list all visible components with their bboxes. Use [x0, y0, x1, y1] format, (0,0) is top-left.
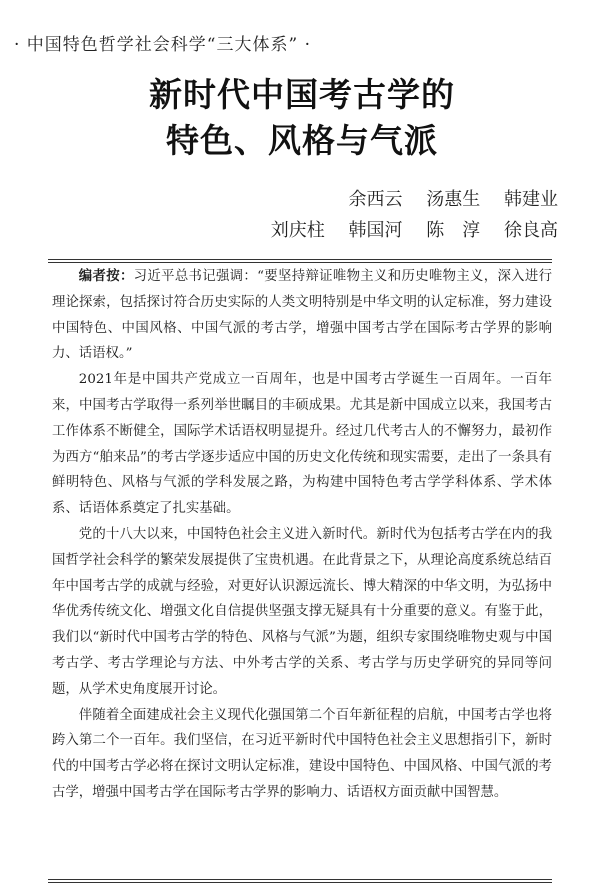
author-name: 韩建业 — [504, 189, 558, 210]
author-name: 陈 淳 — [426, 220, 481, 241]
editor-note-paragraph: 2021年是中国共产党成立一百周年，也是中国考古学诞生一百周年。一百年来，中国考古学取得一系列举世瞩目的丰硕成果。尤其是新中国成立以来，我国考古工作体系不断健全，国际学术话语权明显提升。经过几代考古人的不懈努力，最初作为西方“舶来品”的考古学逐步适应中国的历史文化传统和现实需要，走出了一条具有鲜明特色、风格与气派的学科发展之路，为构建中国特色考古学学科体系、学术体系、话语体系奠定了扎实基础。 — [52, 372, 552, 517]
editor-note — [52, 264, 552, 806]
author-name: 余西云 — [348, 189, 403, 210]
editor-note-paragraph: 党的十八大以来，中国特色社会主义进入新时代。新时代为包括考古学在内的我国哲学社会科学的繁荣发展提供了宝贵机遇。在此背景之下，从理论高度系统总结百年中国考古学的成就与经验，对更好认识源远流长、博大精深的中华文明，为弘扬中华优秀传统文化、增强文化自信提供坚强支撑无疑具有十分重要的意义。有鉴于此，我们以“新时代中国考古学的特色、风格与气派”为题，组织专家围绕唯物史观与中国考古学、考古学理论与方法、中外考古学的关系、考古学与历史学研究的异同等问题，从学术史角度展开讨论。 — [52, 526, 552, 697]
author-row-2 — [253, 215, 558, 246]
author-name: 韩国河 — [348, 220, 403, 241]
article-title-line-1: 新时代中国考古学的 — [149, 75, 455, 114]
author-name: 刘庆柱 — [270, 220, 325, 241]
editor-note-paragraph — [52, 264, 552, 367]
author-name: 汤惠生 — [426, 189, 481, 210]
editor-note-paragraph: 伴随着全面建成社会主义现代化强国第二个百年新征程的启航，中国考古学也将跨入第二个一百年。我们坚信，在习近平新时代中国特色社会主义思想指引下，新时代的中国考古学必将在探讨文明认定标准，建设中国特色、中国风格、中国气派的考古学，增强中国考古学在国际考古学界的影响力、话语权方面贡献中国智慧。 — [52, 707, 552, 800]
bottom-divider — [48, 879, 552, 883]
author-list — [253, 184, 558, 246]
article-title — [0, 72, 604, 164]
top-divider — [48, 259, 552, 263]
editor-note-label: 编者按： — [78, 269, 134, 284]
author-name: 徐良高 — [504, 220, 558, 241]
editor-note-text: 习近平总书记强调：“要坚持辩证唯物主义和历史唯物主义，深入进行理论探索，包括探讨符合历史实际的人类文明特别是中华文明的认定标准，努力建设中国特色、中国风格、中国气派的考古学，增强中国考古学在国际考古学界的影响力、话语权。” — [52, 269, 553, 362]
article-title-line-2: 特色、风格与气派 — [166, 121, 438, 160]
author-row-1 — [253, 184, 558, 215]
column-label: · 中国特色哲学社会科学“三大体系” · — [14, 35, 311, 55]
